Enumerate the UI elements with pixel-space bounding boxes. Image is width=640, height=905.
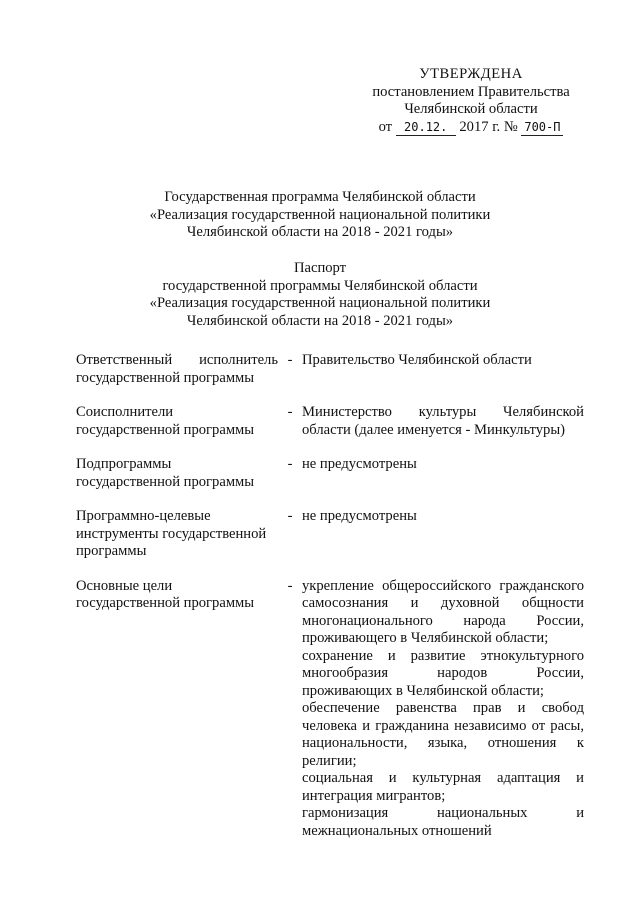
passport-title-line-1: Паспорт — [293, 260, 347, 276]
row-dash: - — [287, 456, 293, 472]
row-dash: - — [287, 404, 293, 420]
program-title-line-1: Государственная программа Челябинской области — [164, 189, 476, 205]
row-dash: - — [287, 577, 293, 594]
row-value-list — [302, 578, 584, 841]
program-title-line-3: Челябинской области на 2018 - 2021 годы» — [186, 224, 454, 240]
row-label: Соисполнители государственной программы — [76, 404, 255, 438]
approval-date-line — [360, 119, 582, 137]
row-dash: - — [287, 352, 293, 368]
approval-from-label: от — [378, 118, 393, 135]
row-value: Министерство культуры Челябинской области (далее именуется - Минкультуры) — [302, 404, 584, 438]
goal-item: сохранение и развитие этнокультурного многообразия народов России, проживающих в Челябинской области; — [302, 647, 584, 699]
program-title — [60, 189, 580, 242]
approval-stamp — [360, 66, 582, 136]
approval-line-2: Челябинской области — [404, 101, 538, 117]
passport-row — [76, 456, 584, 491]
row-label: Подпрограммы государственной программы — [76, 456, 255, 490]
goal-item: обеспечение равенства прав и свобод человека и гражданина независимо от расы, национальности, языка, отношения к религии; — [302, 700, 584, 769]
approval-year-text: 2017 г. № — [459, 118, 518, 135]
row-value: Правительство Челябинской области — [302, 352, 532, 368]
approval-date-value: 20.12. — [396, 120, 456, 136]
passport-table — [76, 352, 584, 857]
passport-row — [76, 578, 584, 841]
row-label: Ответственный исполнитель государственной программы — [76, 352, 278, 386]
approval-number-value: 700-П — [521, 120, 563, 136]
goal-item: укрепление общероссийского гражданского самосознания и духовной общности многонационального народа России, проживающего в Челябинской области; — [302, 577, 584, 646]
row-label: Программно-целевые инструменты государственной программы — [76, 508, 267, 559]
passport-row — [76, 404, 584, 439]
row-value: не предусмотрены — [302, 508, 417, 524]
passport-title-line-3: «Реализация государственной национальной политики — [149, 295, 491, 311]
approval-line-1: постановлением Правительства — [372, 83, 570, 100]
passport-title-line-2: государственной программы Челябинской области — [162, 277, 478, 294]
row-label: Основные цели государственной программы — [76, 577, 255, 611]
passport-row — [76, 508, 584, 561]
program-title-line-2: «Реализация государственной национальной политики — [149, 206, 491, 223]
passport-title-line-4: Челябинской области на 2018 - 2021 годы» — [186, 312, 454, 329]
approval-heading: УТВЕРЖДЕНА — [419, 66, 523, 82]
row-value: не предусмотрены — [302, 456, 417, 472]
row-dash: - — [287, 508, 293, 524]
goal-item: социальная и культурная адаптация и интеграция мигрантов; — [302, 770, 584, 804]
passport-title — [60, 260, 580, 330]
passport-row — [76, 352, 584, 387]
goal-item: гармонизация национальных и межнациональных отношений — [302, 805, 584, 839]
